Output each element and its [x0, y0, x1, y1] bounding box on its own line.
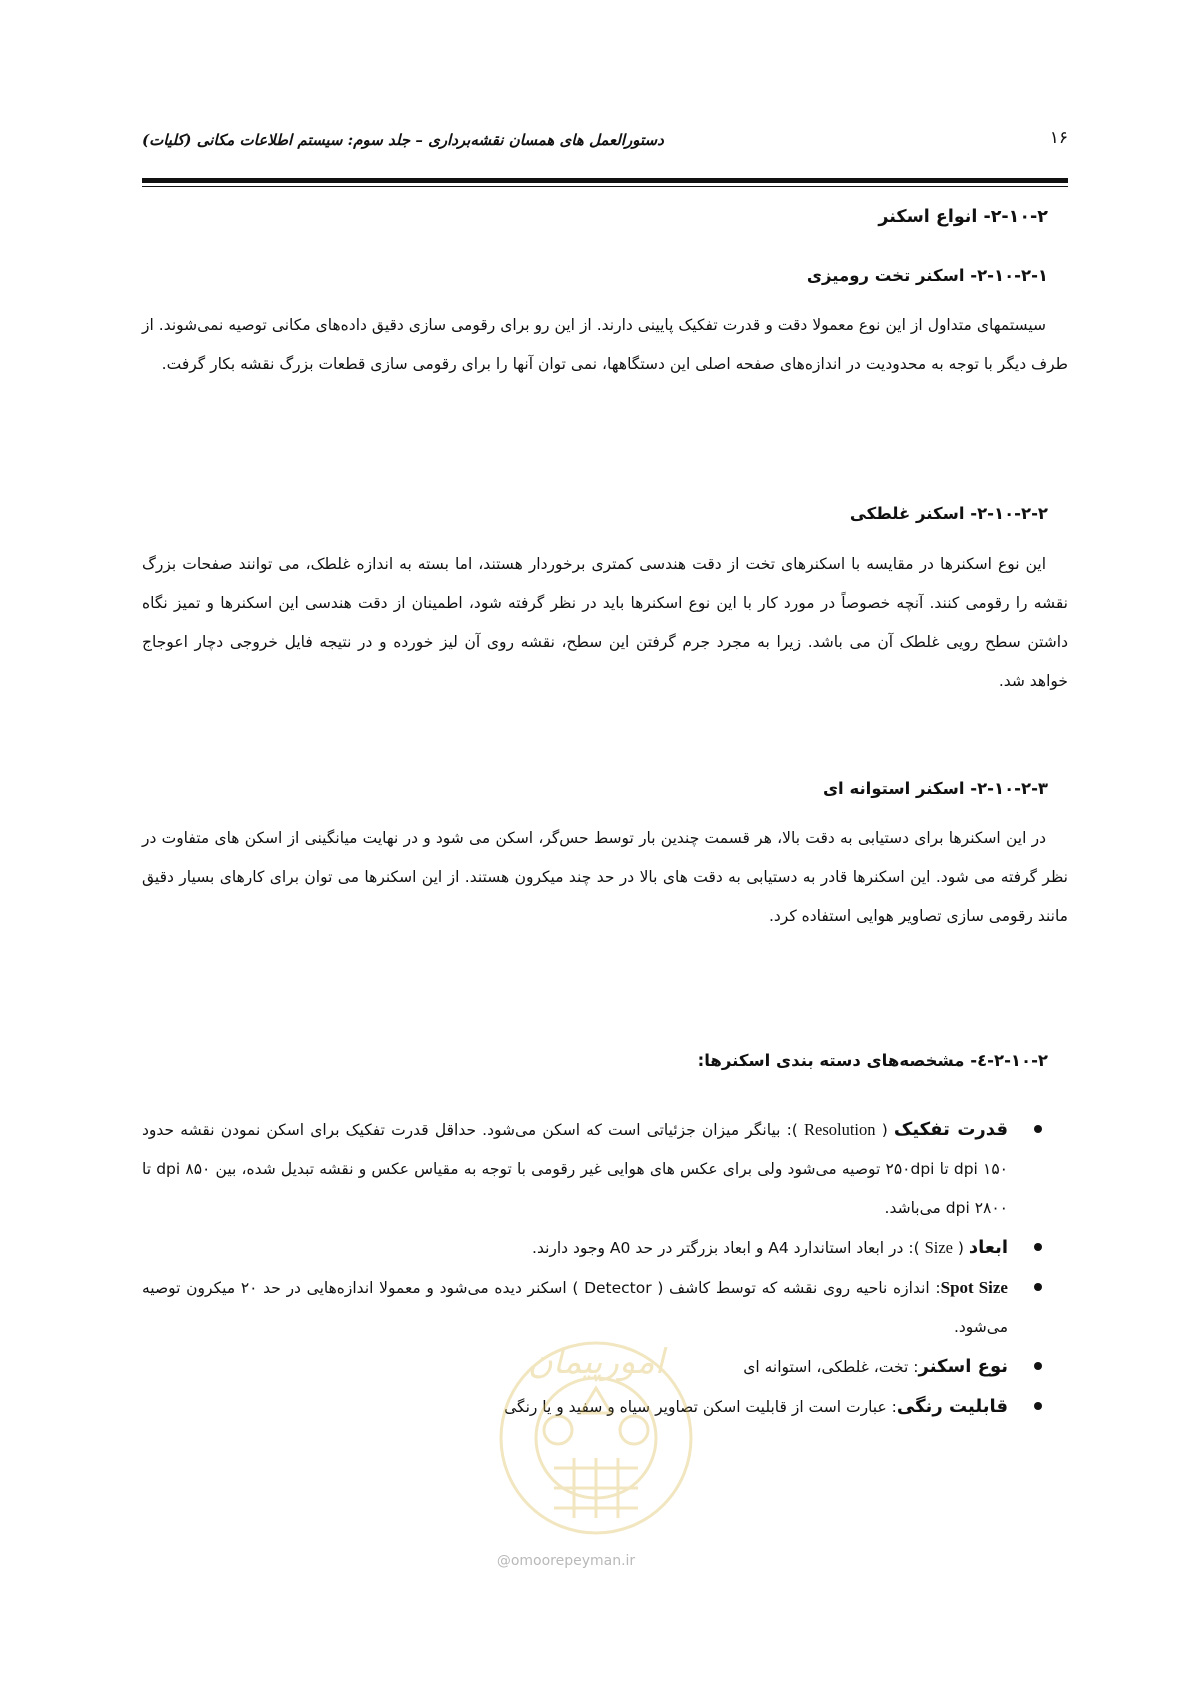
text-scanner-type: : تخت، غلطکی، استوانه ای: [743, 1358, 919, 1376]
paragraph-roller: [142, 545, 1068, 701]
watermark-logo: [496, 1318, 696, 1558]
term-scanner-type: نوع اسکنر: [918, 1356, 1008, 1377]
subsection-heading-roller: ۲-۱۰-۲-۲- اسکنر غلطکی: [849, 504, 1048, 523]
paren-open: (: [881, 1121, 894, 1139]
paragraph-roller-text: این نوع اسکنرها در مقایسه با اسکنرهای تخت از دقت هندسی کمتری برخوردار هستند، اما بسته به اندازه غلطک، می توانند صفحات بزرگ نقشه را رقومی کنند. آنچه خصوصاً در مورد کار با این نوع اسکنرها باید در نظر گرفته شود، اطمینان از دقت هندسی این اسکنرها و تمیز نگاه داشتن سطح رویی غلطک آن می باشد. زیرا به مجرد جرم گرفتن این سطح، نقشه روی آن لیز خورده و در نتیجه فایل خروجی دچار اعوجاج خواهد شد.: [142, 555, 1068, 690]
watermark-logo-text: امورپیمان: [527, 1342, 665, 1382]
subsection-heading-drum: ۲-۱۰-۲-۳- اسکنر استوانه ای: [822, 779, 1048, 798]
term-size-en: Size: [924, 1238, 953, 1257]
header-rule-thin: [142, 186, 1068, 187]
bullet-icon: [1034, 1243, 1042, 1251]
page-number: ۱۶: [1049, 128, 1068, 148]
bullet-icon: [1034, 1402, 1042, 1410]
text-color: : عبارت است از قابلیت اسکن تصاویر سیاه و سفید و یا رنگی: [504, 1398, 897, 1416]
running-header-title: دستورالعمل های همسان نقشه‌برداری – جلد سوم: سیستم اطلاعات مکانی (کلیات): [142, 131, 664, 149]
header-rule-thick: [142, 178, 1068, 183]
paragraph-flatbed: [142, 306, 1068, 384]
bullet-icon: [1034, 1125, 1042, 1133]
term-spot-size: Spot Size: [940, 1278, 1008, 1297]
paragraph-drum: [142, 819, 1068, 936]
paragraph-flatbed-text: سیستمهای متداول از این نوع معمولا دقت و قدرت تفکیک پایینی دارند. از این رو برای رقومی سازی دقیق داده‌های مکانی توصیه نمی‌شوند. از طرف دیگر با توجه به محدودیت در اندازه‌های صفحه اصلی این دستگاهها، نمی توان آنها را برای رقومی سازی قطعات بزرگ نقشه بکار گرفت.: [142, 316, 1068, 373]
term-color: قابلیت رنگی: [896, 1396, 1008, 1417]
text-spot-size: : اندازه ناحیه روی نقشه که توسط کاشف ( Detector ) اسکنر دیده می‌شود و معمولا اندازه‌هایی در حد ۲۰ میکرون توصیه می‌شود.: [142, 1279, 1008, 1336]
watermark-site: @omoorepeyman.ir: [496, 1553, 636, 1569]
term-size: ابعاد: [968, 1237, 1008, 1258]
term-resolution: قدرت تفکیک: [893, 1119, 1008, 1140]
paragraph-drum-text: در این اسکنرها برای دستیابی به دقت بالا، هر قسمت چندین بار توسط حس‌گر، اسکن می شود و در نهایت میانگینی از اسکن های متفاوت در نظر گرفته می شود. این اسکنرها قادر به دستیابی به دقت های بالا در حد چند میکرون هستند. از این اسکنرها می توان برای کارهای بسیار دقیق مانند رقومی سازی تصاویر هوایی استفاده کرد.: [142, 829, 1068, 925]
subsection-heading-classification: ۲-۱۰-۲-٤- مشخصه‌های دسته بندی اسکنرها:: [697, 1051, 1048, 1070]
list-item-resolution: [142, 1110, 1048, 1228]
paren-open: (: [957, 1239, 969, 1257]
subsection-heading-flatbed: ۲-۱۰-۲-۱- اسکنر تخت رومیزی: [806, 266, 1048, 285]
term-resolution-en: Resolution: [804, 1120, 876, 1139]
list-item-size: [142, 1228, 1048, 1268]
text-size: ): در ابعاد استاندارد A4 و ابعاد بزرگتر در حد A0 وجود دارند.: [532, 1239, 925, 1257]
bullet-icon: [1034, 1362, 1042, 1370]
watermark-site-text: omoorepeyman.ir: [510, 1553, 636, 1569]
section-heading-scanner-types: ۲-۱۰-۲- انواع اسکنر: [878, 207, 1048, 227]
bullet-icon: [1034, 1283, 1042, 1291]
text-resolution: ): بیانگر میزان جزئیاتی است که اسکن می‌شود. حداقل قدرت تفکیک برای اسکن نمودن نقشه حدود ۱۵۰ dpi تا ۲۵۰dpi توصیه می‌شود ولی برای عکس های هوایی غیر رقومی با توجه به مقیاس عکس و نقشه تبدیل شده، بین ۸۵۰ dpi تا ۲۸۰۰ dpi می‌باشد.: [142, 1121, 1008, 1217]
